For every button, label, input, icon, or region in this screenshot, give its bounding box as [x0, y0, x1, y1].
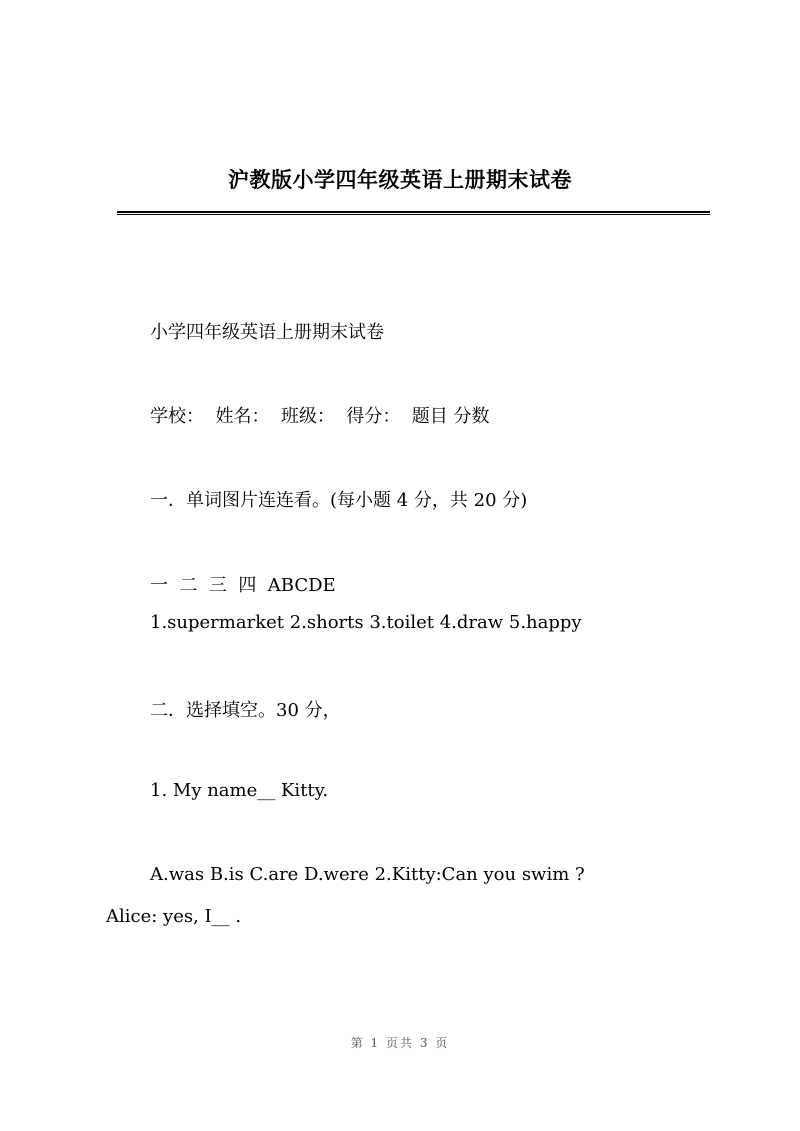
- question-two-answer-line: Alice: yes, I__ .: [106, 906, 242, 927]
- question-one-line: 1. My name__ Kitty.: [150, 780, 329, 801]
- student-info-line: 学校： 姓名： 班级： 得分： 题目 分数: [150, 406, 490, 427]
- exam-title-line: 小学四年级英语上册期末试卷: [150, 322, 384, 343]
- picture-labels-line: 一 二 三 四 ABCDE: [150, 575, 336, 596]
- header-divider: [117, 211, 710, 215]
- section-one-heading: 一．单词图片连连看。(每小题 4 分，共 20 分): [150, 490, 528, 511]
- word-list-line: 1.supermarket 2.shorts 3.toilet 4.draw 5.happy: [150, 612, 582, 633]
- section-two-heading: 二．选择填空。30 分，: [150, 700, 341, 721]
- question-options-line: A.was B.is C.are D.were 2.Kitty:Can you swim ?: [150, 864, 585, 885]
- document-header-title: 沪教版小学四年级英语上册期末试卷: [228, 167, 572, 192]
- page-number-footer: 第 1 页共 3 页: [350, 1036, 450, 1050]
